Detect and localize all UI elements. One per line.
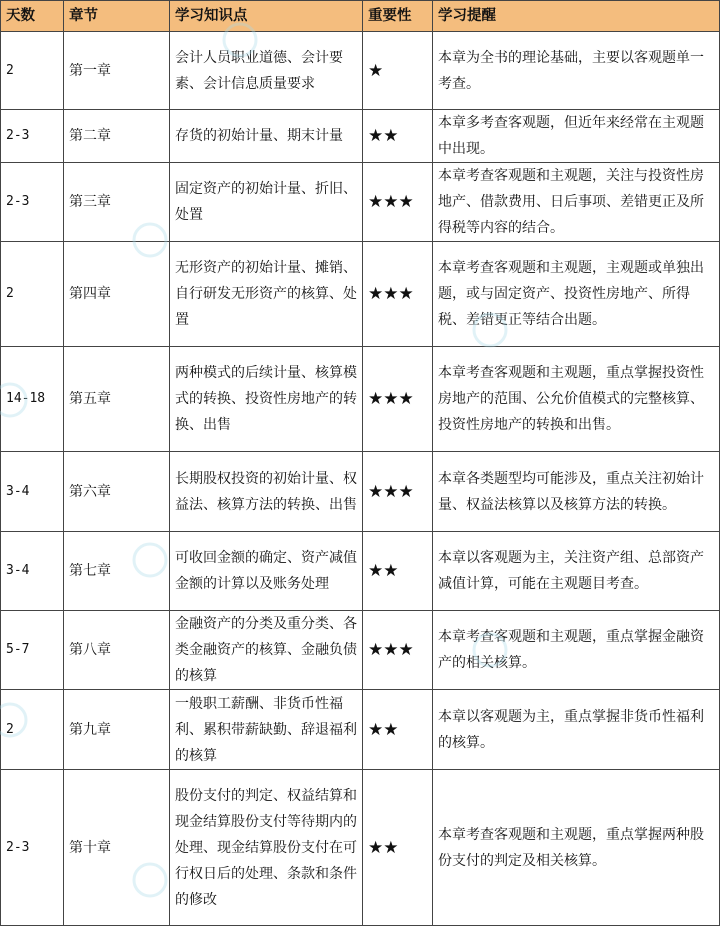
chapter-cell: 第九章 [64,690,170,770]
table-row [1,452,720,532]
table-row [1,770,720,926]
header-reminder: 学习提醒 [433,1,720,32]
reminder-cell: 本章考查客观题和主观题，关注与投资性房地产、借款费用、日后事项、差错更正及所得税等内容的结合。 [433,163,720,242]
header-topic: 学习知识点 [170,1,363,32]
chapter-cell: 第一章 [64,32,170,110]
reminder-cell: 本章为全书的理论基础，主要以客观题单一考查。 [433,32,720,110]
table-row [1,347,720,452]
days-cell: 2-3 [1,770,64,926]
days-cell: 5-7 [1,611,64,690]
topic-cell: 一般职工薪酬、非货币性福利、累积带薪缺勤、辞退福利的核算 [170,690,363,770]
reminder-cell: 本章以客观题为主，关注资产组、总部资产减值计算，可能在主观题目考查。 [433,532,720,611]
header-chapter: 章节 [64,1,170,32]
topic-cell: 长期股权投资的初始计量、权益法、核算方法的转换、出售 [170,452,363,532]
days-cell: 2 [1,242,64,347]
importance-stars: ★★ [363,770,433,926]
reminder-cell: 本章考查客观题和主观题，重点掌握金融资产的相关核算。 [433,611,720,690]
table-row [1,163,720,242]
topic-cell: 金融资产的分类及重分类、各类金融资产的核算、金融负债的核算 [170,611,363,690]
days-cell: 2 [1,690,64,770]
reminder-cell: 本章各类题型均可能涉及，重点关注初始计量、权益法核算以及核算方法的转换。 [433,452,720,532]
table-row [1,690,720,770]
reminder-cell: 本章考查客观题和主观题，主观题或单独出题，或与固定资产、投资性房地产、所得税、差错更正等结合出题。 [433,242,720,347]
importance-stars: ★★ [363,690,433,770]
days-cell: 2-3 [1,163,64,242]
chapter-cell: 第五章 [64,347,170,452]
table-row [1,242,720,347]
topic-cell: 无形资产的初始计量、摊销、自行研发无形资产的核算、处置 [170,242,363,347]
reminder-cell: 本章多考查客观题，但近年来经常在主观题中出现。 [433,110,720,163]
table-row [1,611,720,690]
importance-stars: ★ [363,32,433,110]
importance-stars: ★★★ [363,163,433,242]
topic-cell: 可收回金额的确定、资产减值金额的计算以及账务处理 [170,532,363,611]
chapter-cell: 第七章 [64,532,170,611]
chapter-cell: 第六章 [64,452,170,532]
reminder-cell: 本章考查客观题和主观题，重点掌握投资性房地产的范围、公允价值模式的完整核算、投资性房地产的转换和出售。 [433,347,720,452]
chapter-cell: 第三章 [64,163,170,242]
topic-cell: 股份支付的判定、权益结算和现金结算股份支付等待期内的处理、现金结算股份支付在可行权日后的处理、条款和条件的修改 [170,770,363,926]
topic-cell: 两种模式的后续计量、核算模式的转换、投资性房地产的转换、出售 [170,347,363,452]
table-row [1,110,720,163]
days-cell: 2 [1,32,64,110]
table-row [1,532,720,611]
header-days: 天数 [1,1,64,32]
importance-stars: ★★★ [363,242,433,347]
importance-stars: ★★★ [363,611,433,690]
reminder-cell: 本章考查客观题和主观题，重点掌握两种股份支付的判定及相关核算。 [433,770,720,926]
days-cell: 2-3 [1,110,64,163]
topic-cell: 会计人员职业道德、会计要素、会计信息质量要求 [170,32,363,110]
importance-stars: ★★★ [363,347,433,452]
topic-cell: 固定资产的初始计量、折旧、处置 [170,163,363,242]
importance-stars: ★★ [363,110,433,163]
table-row [1,32,720,110]
importance-stars: ★★ [363,532,433,611]
reminder-cell: 本章以客观题为主，重点掌握非货币性福利的核算。 [433,690,720,770]
topic-cell: 存货的初始计量、期末计量 [170,110,363,163]
importance-stars: ★★★ [363,452,433,532]
days-cell: 14-18 [1,347,64,452]
chapter-cell: 第二章 [64,110,170,163]
chapter-cell: 第八章 [64,611,170,690]
chapter-cell: 第十章 [64,770,170,926]
chapter-cell: 第四章 [64,242,170,347]
header-row [1,1,720,32]
days-cell: 3-4 [1,452,64,532]
header-importance: 重要性 [363,1,433,32]
days-cell: 3-4 [1,532,64,611]
